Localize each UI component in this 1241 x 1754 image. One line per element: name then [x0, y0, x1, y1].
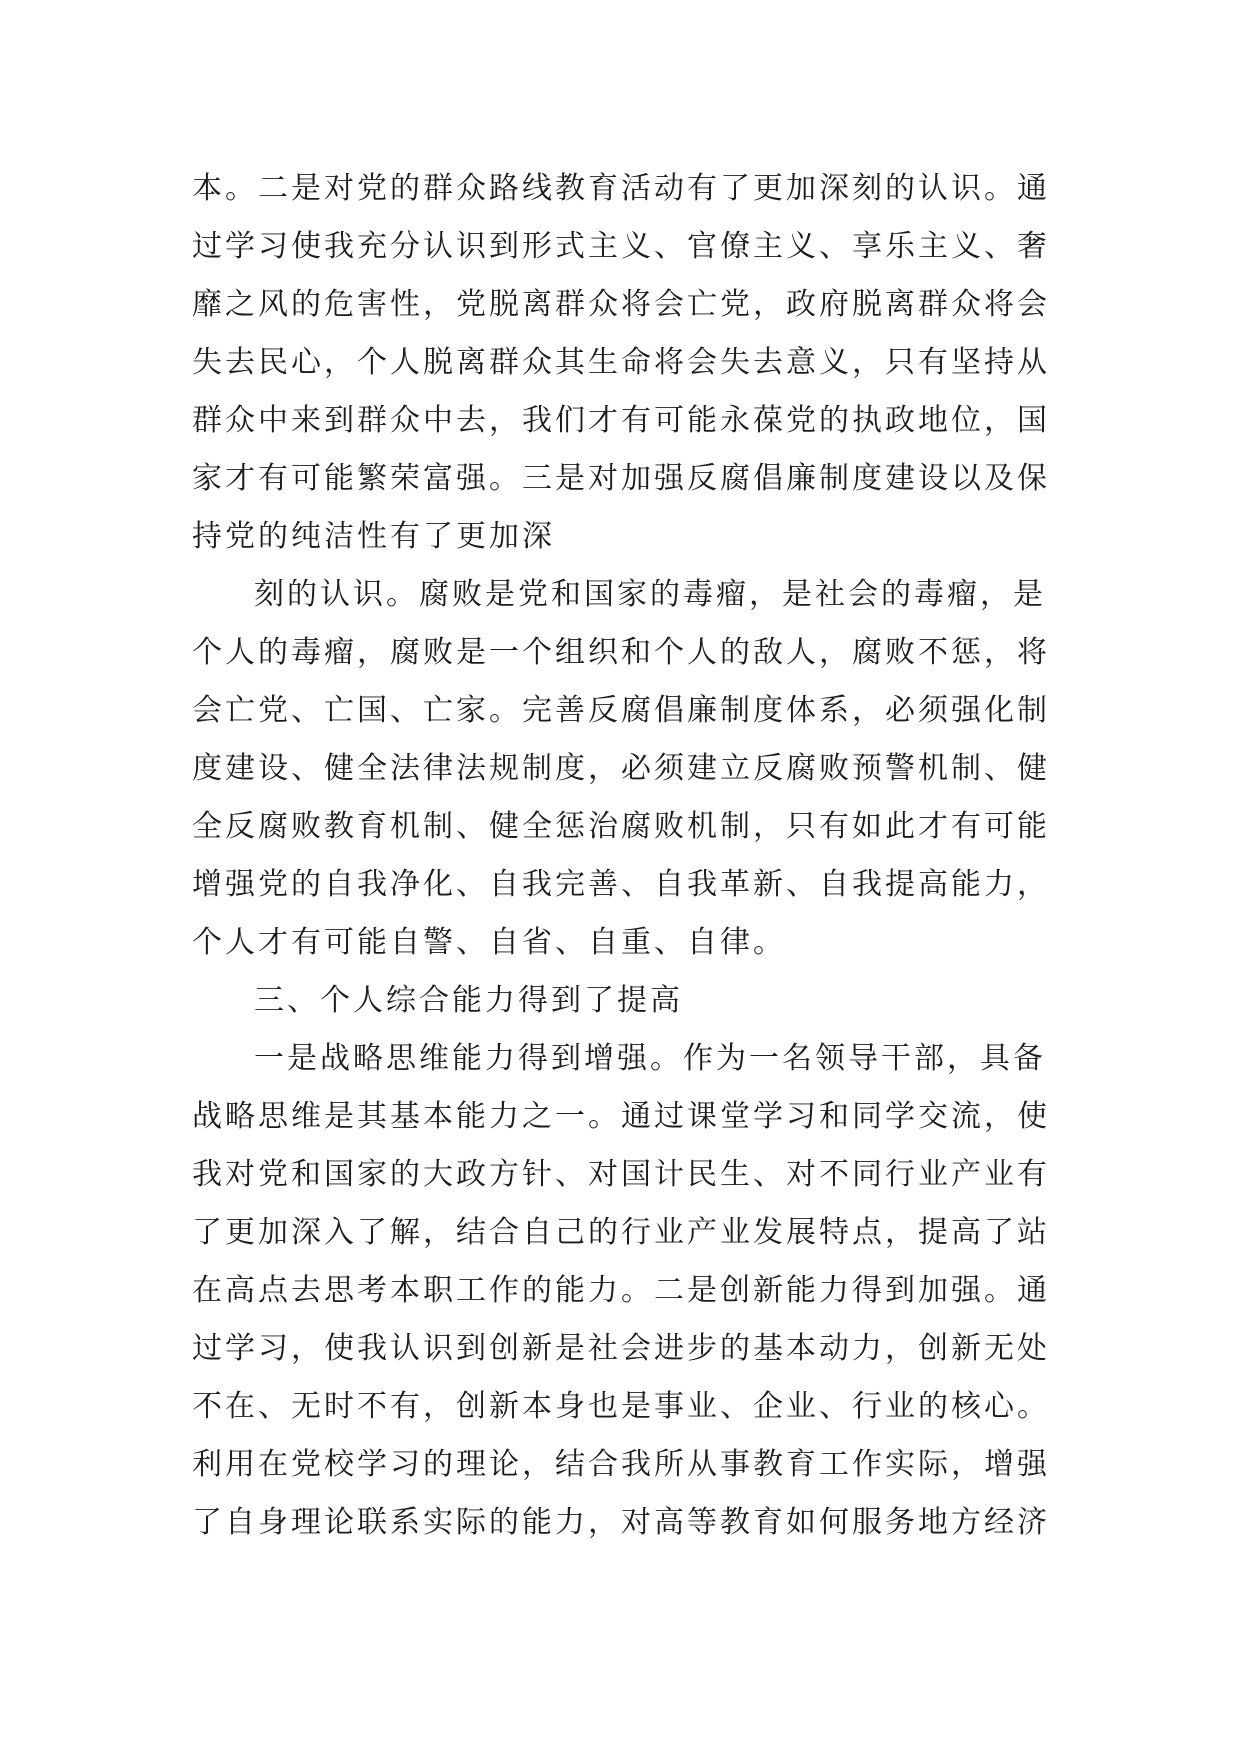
text-line: 了自身理论联系实际的能力，对高等教育如何服务地方经济: [192, 1505, 1050, 1540]
text-line: 家才有可能繁荣富强。三是对加强反腐倡廉制度建设以及保: [192, 461, 1050, 496]
text-line: 度建设、健全法律法规制度，必须建立反腐败预警机制、健: [192, 751, 1050, 786]
text-line: 群众中来到群众中去，我们才有可能永葆党的执政地位，国: [192, 403, 1050, 438]
section-heading: 三、个人综合能力得到了提高: [254, 983, 683, 1018]
text-line: 过学习使我充分认识到形式主义、官僚主义、享乐主义、奢: [192, 229, 1050, 264]
text-line: 了更加深入了解，结合自己的行业产业发展特点，提高了站: [192, 1215, 1050, 1250]
paragraph-start-line: 刻的认识。腐败是党和国家的毒瘤，是社会的毒瘤，是: [254, 577, 1046, 612]
text-line: 本。二是对党的群众路线教育活动有了更加深刻的认识。通: [192, 171, 1050, 206]
text-line: 持党的纯洁性有了更加深: [192, 519, 555, 554]
text-line: 我对党和国家的大政方针、对国计民生、对不同行业产业有: [192, 1157, 1050, 1192]
text-line: 利用在党校学习的理论，结合我所从事教育工作实际，增强: [192, 1447, 1050, 1482]
text-line: 失去民心，个人脱离群众其生命将会失去意义，只有坚持从: [192, 345, 1050, 380]
paragraph-start-line: 一是战略思维能力得到增强。作为一名领导干部，具备: [254, 1041, 1046, 1076]
text-line: 靡之风的危害性，党脱离群众将会亡党，政府脱离群众将会: [192, 287, 1050, 322]
text-line: 会亡党、亡国、亡家。完善反腐倡廉制度体系，必须强化制: [192, 693, 1050, 728]
text-line: 过学习，使我认识到创新是社会进步的基本动力，创新无处: [192, 1331, 1050, 1366]
text-line: 战略思维是其基本能力之一。通过课堂学习和同学交流，使: [192, 1099, 1050, 1134]
text-line: 在高点去思考本职工作的能力。二是创新能力得到加强。通: [192, 1273, 1050, 1308]
text-line: 不在、无时不有，创新本身也是事业、企业、行业的核心。: [192, 1389, 1050, 1424]
text-line: 全反腐败教育机制、健全惩治腐败机制，只有如此才有可能: [192, 809, 1050, 844]
text-line: 增强党的自我净化、自我完善、自我革新、自我提高能力，: [192, 867, 1050, 902]
text-line: 个人的毒瘤，腐败是一个组织和个人的敌人，腐败不惩，将: [192, 635, 1050, 670]
body-text: [192, 160, 1092, 1552]
text-line: 个人才有可能自警、自省、自重、自律。: [192, 925, 786, 960]
